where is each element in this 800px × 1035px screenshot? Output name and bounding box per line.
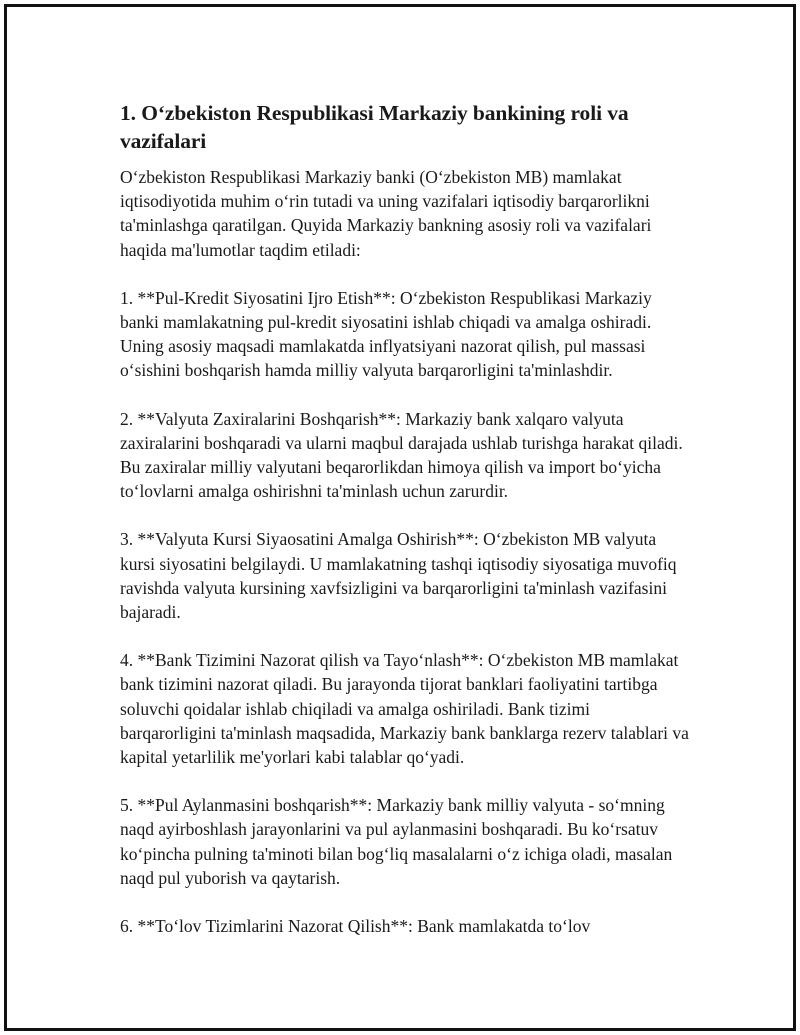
section-title: 1. O‘zbekiston Respublikasi Markaziy bankining roli va vazifalari — [120, 101, 629, 153]
paragraph-monetary-policy: 1. **Pul-Kredit Siyosatini Ijro Etish**: O‘zbekiston Respublikasi Markaziy banki mamlakatning pul-kredit siyosatini ishlab chiqadi va amalga oshiradi. Uning asosiy maqsadi mamlakatda inflyatsiyani nazorat qilish, pul massasi o‘sishini boshqarish hamda milliy valyuta barqarorligini ta'minlashdir. — [120, 287, 652, 381]
paragraph-currency-reserves: 2. **Valyuta Zaxiralarini Boshqarish**: Markaziy bank xalqaro valyuta zaxiralarini boshqaradi va ularni maqbul darajada ushlab turishga harakat qiladi. Bu zaxiralar milliy valyutani beqarorlikdan himoya qilish va import bo‘yicha to‘lovlarni amalga oshirishni ta'minlash uchun zarurdir. — [120, 408, 683, 502]
document-page — [4, 4, 796, 1031]
paragraph-money-circulation: 5. **Pul Aylanmasini boshqarish**: Markaziy bank milliy valyuta - so‘mning naqd ayirboshlash jarayonlarini va pul aylanmasini boshqaradi. Bu ko‘rsatuv ko‘pincha pulning ta'minoti bilan bog‘liq masalalarni o‘z ichiga oladi, masalan naqd pul yuborish va qaytarish. — [120, 795, 673, 888]
paragraph-exchange-rate-policy: 3. **Valyuta Kursi Siyaosatini Amalga Oshirish**: O‘zbekiston MB valyuta kursi siyosatini belgilaydi. U mamlakatning tashqi iqtisodiy siyosatiga muvofiq ravishda valyuta kursining xavfsizligini va barqarorligini ta'minlash vazifasini bajaradi. — [120, 529, 677, 623]
document-body — [120, 99, 690, 938]
intro-paragraph: O‘zbekiston Respublikasi Markaziy banki (O‘zbekiston MB) mamlakat iqtisodiyotida muhim o‘rin tutadi va uning vazifalari iqtisodiy barqarorlikni ta'minlashga qaratilgan. Quyida Markaziy bankning asosiy roli va vazifalari haqida ma'lumotlar taqdim etiladi: — [120, 167, 652, 260]
paragraph-payment-systems: 6. **To‘lov Tizimlarini Nazorat Qilish**: Bank mamlakatda to‘lov — [120, 916, 591, 937]
paragraph-bank-supervision: 4. **Bank Tizimini Nazorat qilish va Tayo‘nlash**: O‘zbekiston MB mamlakat bank tizimini nazorat qiladi. Bu jarayonda tijorat banklari faoliyatini tartibga soluvchi qoidalar ishlab chiqiladi va amalga oshiriladi. Bank tizimi barqarorligini ta'minlash maqsadida, Markaziy bank banklarga rezerv talablari va kapital yetarlilik me'yorlari kabi talablar qo‘yadi. — [120, 650, 689, 768]
